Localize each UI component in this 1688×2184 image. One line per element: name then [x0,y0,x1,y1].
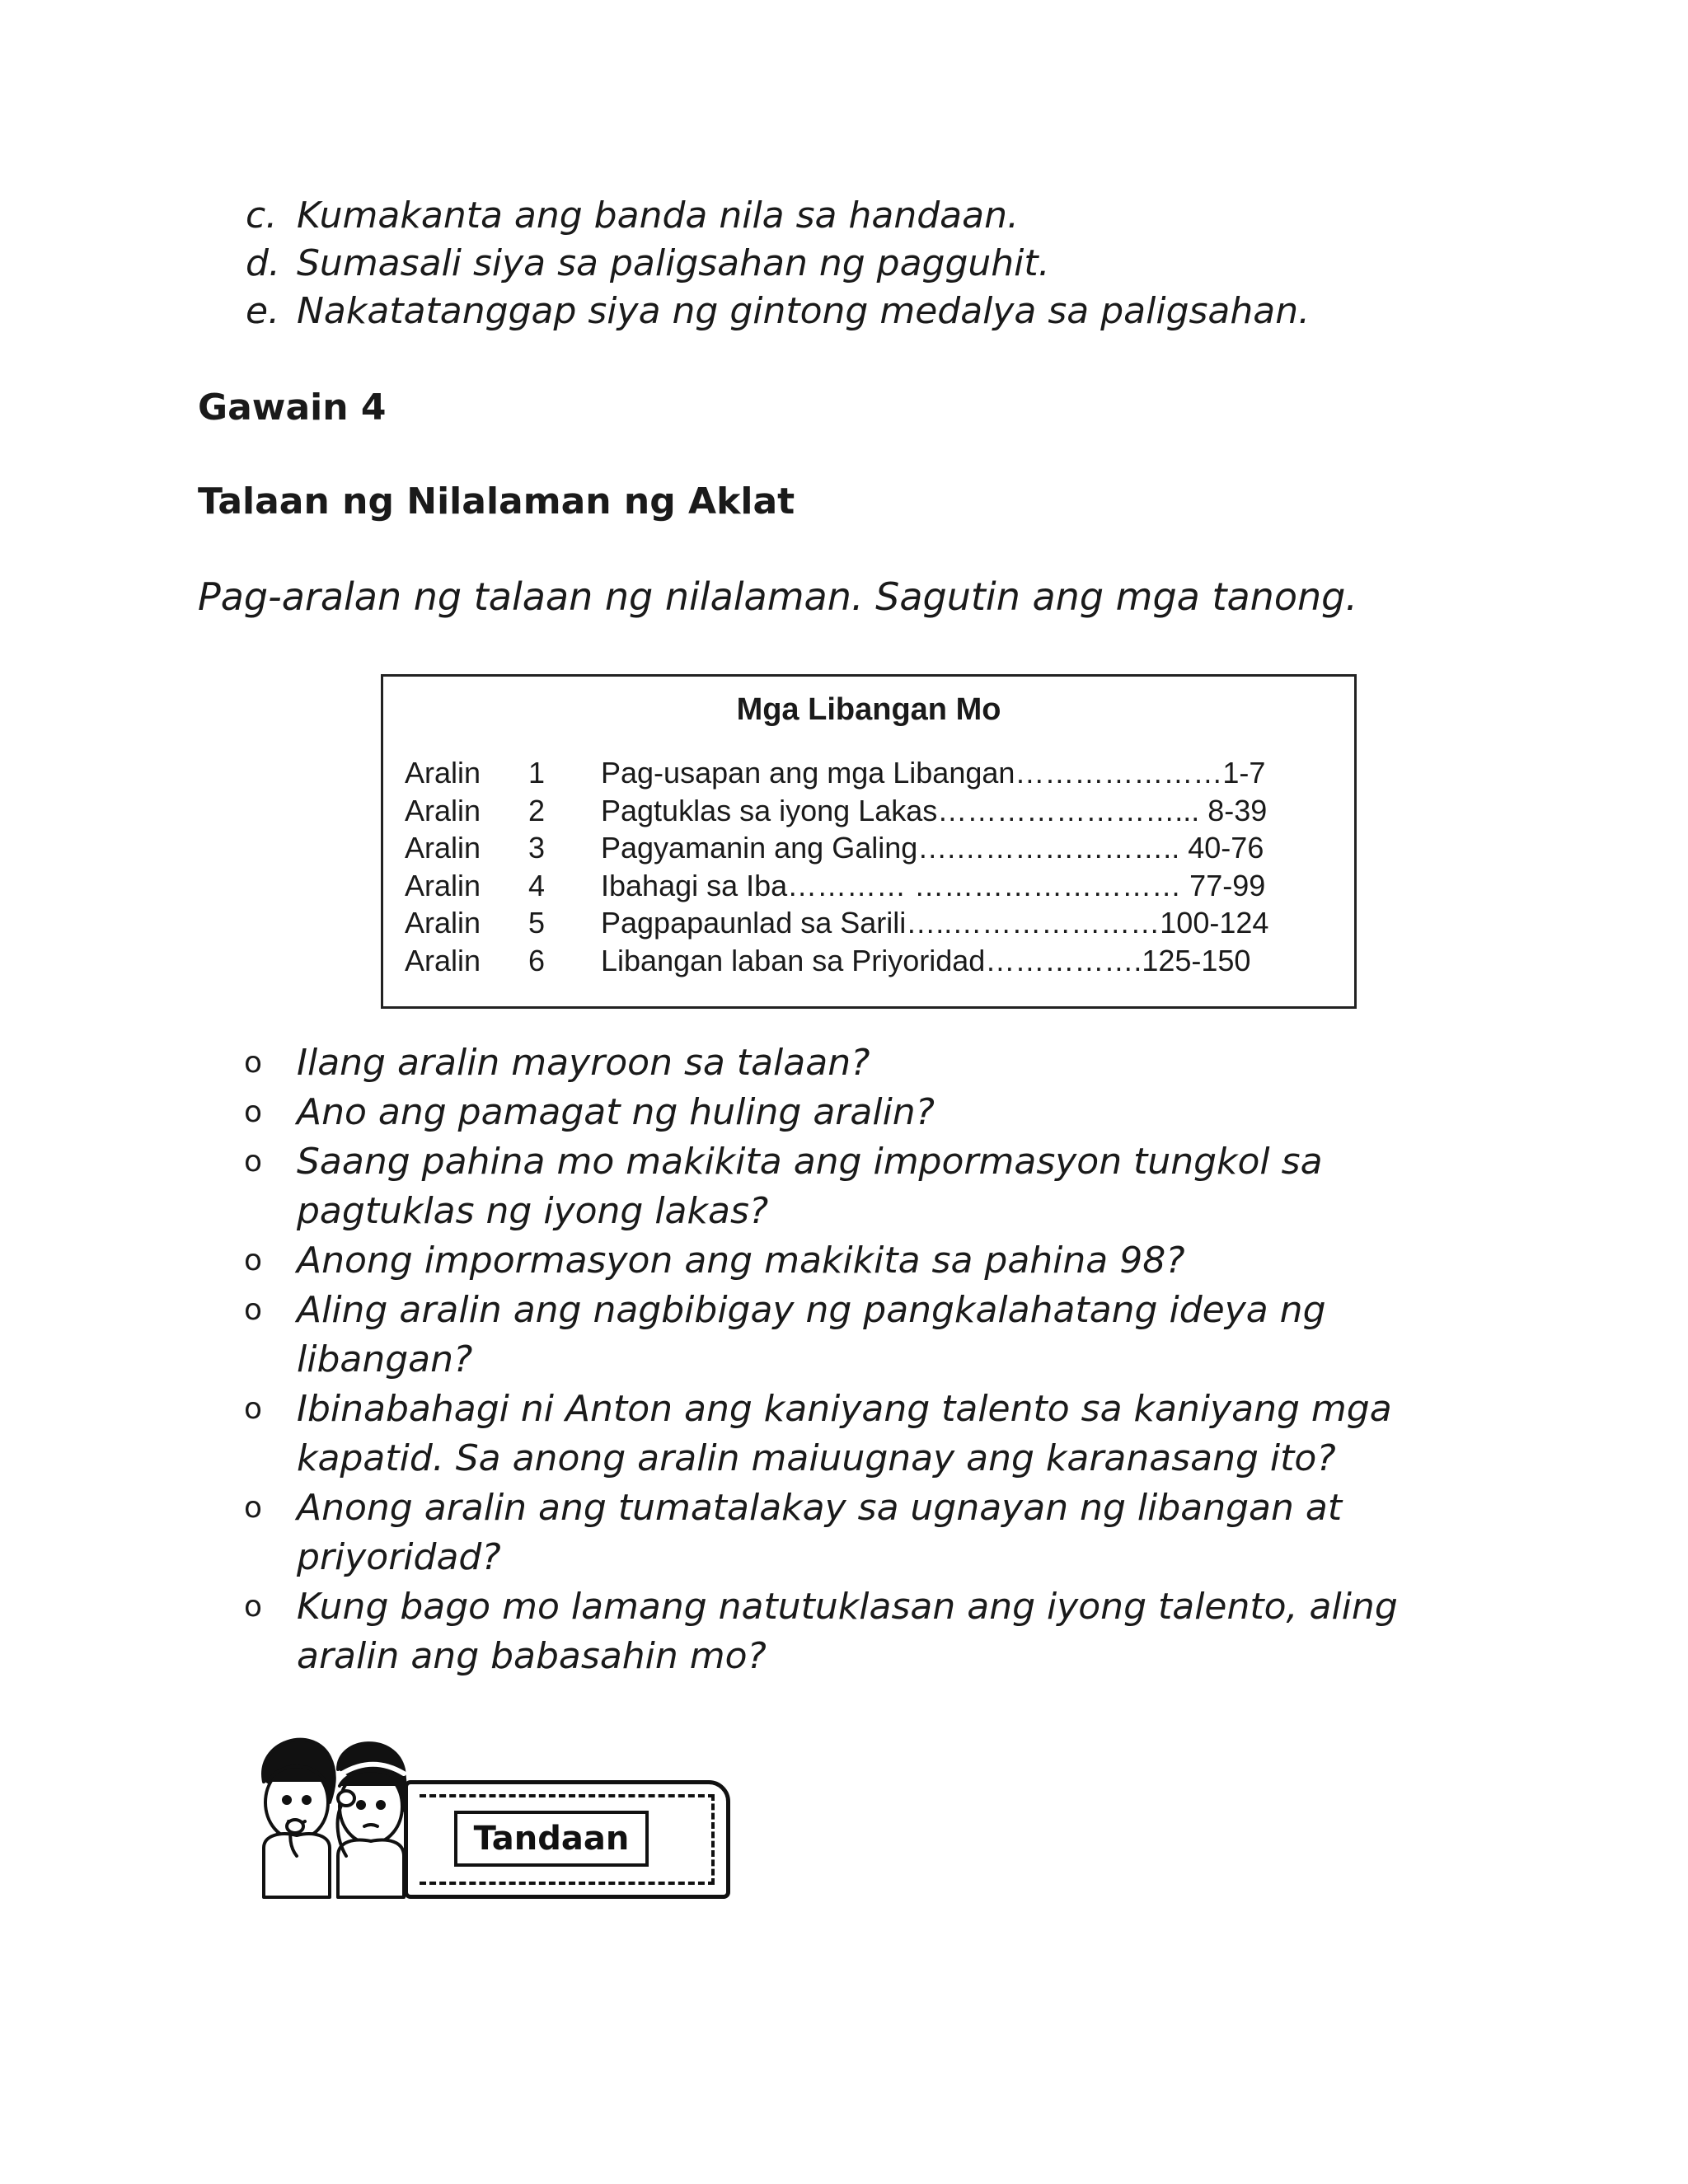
question-text: Aling aralin ang nagbibigay ng pangkalahatang ideya ng libangan? [297,1289,1326,1380]
bullet: o [244,1293,263,1327]
question-text: Kung bago mo lamang natutuklasan ang iyong talento, aling aralin ang babasahin mo? [297,1586,1398,1677]
bullet: o [244,1392,263,1426]
toc-row [405,829,1338,867]
toc-row-label: Aralin [405,793,481,827]
bullet: o [244,1244,263,1277]
two-thinking-children-icon [247,1724,429,1904]
toc-row-number: 5 [528,906,546,940]
section-title: Talaan ng Nilalaman ng Aklat [198,480,795,523]
list-item [246,192,1531,240]
toc-row [405,867,1338,905]
list-marker: c. [246,194,278,237]
question-list [244,1038,1480,1681]
toc-row [405,792,1338,830]
toc-row-number: 2 [528,793,546,827]
question-text: Ilang aralin mayroon sa talaan? [297,1042,870,1084]
question-item [244,1385,1480,1483]
activity-title: Gawain 4 [198,387,387,429]
toc-row-number: 4 [528,868,546,902]
list-text: Kumakanta ang banda nila sa handaan. [297,194,1019,237]
question-text: Saang pahina mo makikita ang impormasyon tungkol sa pagtuklas ng iyong lakas? [297,1141,1323,1232]
question-item [244,1088,1480,1137]
list-marker: d. [246,242,280,284]
toc-row-entry: Ibahagi sa Iba………… ……………………… 77-99 [601,868,1266,902]
list-item [246,288,1531,335]
list-text: Sumasali siya sa paligsahan ng pagguhit. [297,242,1050,284]
toc-row-label: Aralin [405,943,481,977]
tandaan-badge [247,1724,738,1904]
toc-row-entry: Pagtuklas sa iyong Lakas……………………... 8-39 [601,793,1268,827]
toc-row-label: Aralin [405,756,481,790]
list-text: Nakatatanggap siya ng gintong medalya sa paligsahan. [297,290,1311,332]
lettered-list [246,192,1531,335]
question-text: Ibinabahagi ni Anton ang kaniyang talento sa kaniyang mga kapatid. Sa anong aralin maiuugnay ang karanasang ito? [297,1388,1392,1479]
toc-row-entry: Pag-usapan ang mga Libangan…………………1-7 [601,756,1266,790]
table-of-contents [381,674,1357,1009]
toc-row-label: Aralin [405,831,481,865]
toc-row-entry: Pagpapaunlad sa Sarili…..…………………100-124 [601,906,1269,940]
toc-row-number: 6 [528,943,546,977]
question-item [244,1038,1480,1088]
question-text: Ano ang pamagat ng huling aralin? [297,1091,935,1133]
question-item [244,1286,1480,1385]
toc-row-entry: Libangan laban sa Priyoridad…………….125-150 [601,943,1251,977]
toc-rows [405,754,1338,980]
list-item [246,240,1531,288]
bullet: o [244,1095,263,1129]
question-item [244,1137,1480,1236]
toc-row [405,942,1338,980]
toc-row [405,754,1338,792]
toc-row [405,904,1338,942]
toc-row-entry: Pagyamanin ang Galing….………………….. 40-76 [601,831,1264,865]
toc-row-number: 1 [528,756,546,790]
toc-row-label: Aralin [405,868,481,902]
question-item [244,1236,1480,1286]
bullet: o [244,1046,263,1080]
question-item [244,1483,1480,1582]
instruction-text: Pag-aralan ng talaan ng nilalaman. Sagutin ang mga tanong. [198,574,1357,619]
question-text: Anong impormasyon ang makikita sa pahina 98? [297,1240,1185,1282]
list-marker: e. [246,290,280,332]
question-item [244,1582,1480,1681]
question-text: Anong aralin ang tumatalakay sa ugnayan ng libangan at priyoridad? [297,1487,1343,1578]
toc-row-label: Aralin [405,906,481,940]
tandaan-frame [404,1780,730,1899]
toc-row-number: 3 [528,831,546,865]
bullet: o [244,1590,263,1624]
tandaan-label: Tandaan [454,1811,649,1867]
bullet: o [244,1145,263,1179]
toc-title: Mga Libangan Mo [736,692,1001,727]
bullet: o [244,1491,263,1525]
